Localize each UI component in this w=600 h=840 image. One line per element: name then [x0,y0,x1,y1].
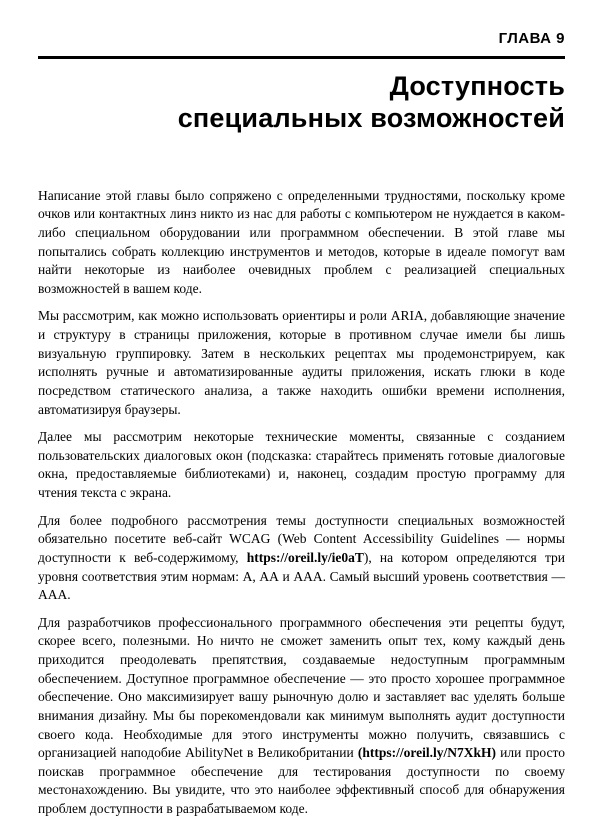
page-title-line-1: Доступность [389,71,565,101]
paragraph [38,512,565,605]
paragraph-text: ), на котором определяются три уровня соответствия этим нормам: А, АА и ААА. Самый высший уровень соответствия — ААА. [38,549,565,603]
paragraph [38,614,565,819]
paragraph-text: Для более подробного рассмотрения темы доступности специальных возможностей обязательно посетите веб-сайт WCAG (Web Content Accessibility Guidelines — нормы доступности к веб-содержимому, [38,512,565,565]
bold-url-text: https://oreil.ly/ie0aT [246,549,364,565]
paragraph-text: Мы рассмотрим, как можно использовать ориентиры и роли ARIA, добавляющие значение и структуру в страницы приложения, которые в противном случае имели бы лишь визуальную группировку. Затем в нескольких рецептах мы продемонстрируем, как исполнять ручные и автоматизированные аудиты приложения, искать глюки в коде посредством статического анализа, а также находить ошибки времени исполнения, автоматизируя браузеры. [38,308,565,417]
paragraph-text: Для разработчиков профессионального программного обеспечения эти рецепты будут, скорее всего, полезными. Но ничто не сможет заменить опыт тех, кому каждый день приходится преодолевать препятствия, создаваемые недоступным программным обеспечением. Доступное программное обеспечение — это просто хорошее программное обеспечение. Оно максимизирует вашу рыночную долю и заставляет вас уделять больше внимания дизайну. Мы бы порекомендовали как минимум выполнять аудит доступности своего кода. Необходимые для этого инструменты можно получить, связавшись с организацией наподобие AbilityNet в Великобритании [38,614,565,761]
paragraph-text: Далее мы рассмотрим некоторые технические моменты, связанные с созданием пользовательских диалоговых окон (подсказка: старайтесь применять готовые диалоговые окна, предоставляемые библиотеками) и, наконец, создадим простую программу для чтения текста с экрана. [38,429,565,501]
body-text [38,187,565,819]
page-title [38,71,565,135]
bold-url-text: (https://oreil.ly/N7XkH) [357,745,496,761]
chapter-divider [38,56,565,59]
paragraph-text: Написание этой главы было сопряжено с определенными трудностями, поскольку кроме очков или контактных линз никто из нас для работы с компьютером не нуждается в каком-либо специальном оборудовании или программном обеспечении. В этой главе мы попытались собрать коллекцию инструментов и методов, которые в идеале помогут вам найти некоторые из наиболее очевидных проблем с реализацией специальных возможностей в вашем коде. [38,187,565,296]
chapter-label: ГЛАВА 9 [498,30,565,47]
paragraph [38,307,565,419]
paragraph [38,187,565,299]
paragraph-text: или просто поискав программное обеспечение для тестирования доступности по своему местонахождению. Вы увидите, что это наиболее эффективный способ для обнаружения проблем доступности в разрабатываемом коде. [38,745,565,817]
paragraph [38,428,565,503]
page-title-line-2: специальных возможностей [177,102,565,133]
